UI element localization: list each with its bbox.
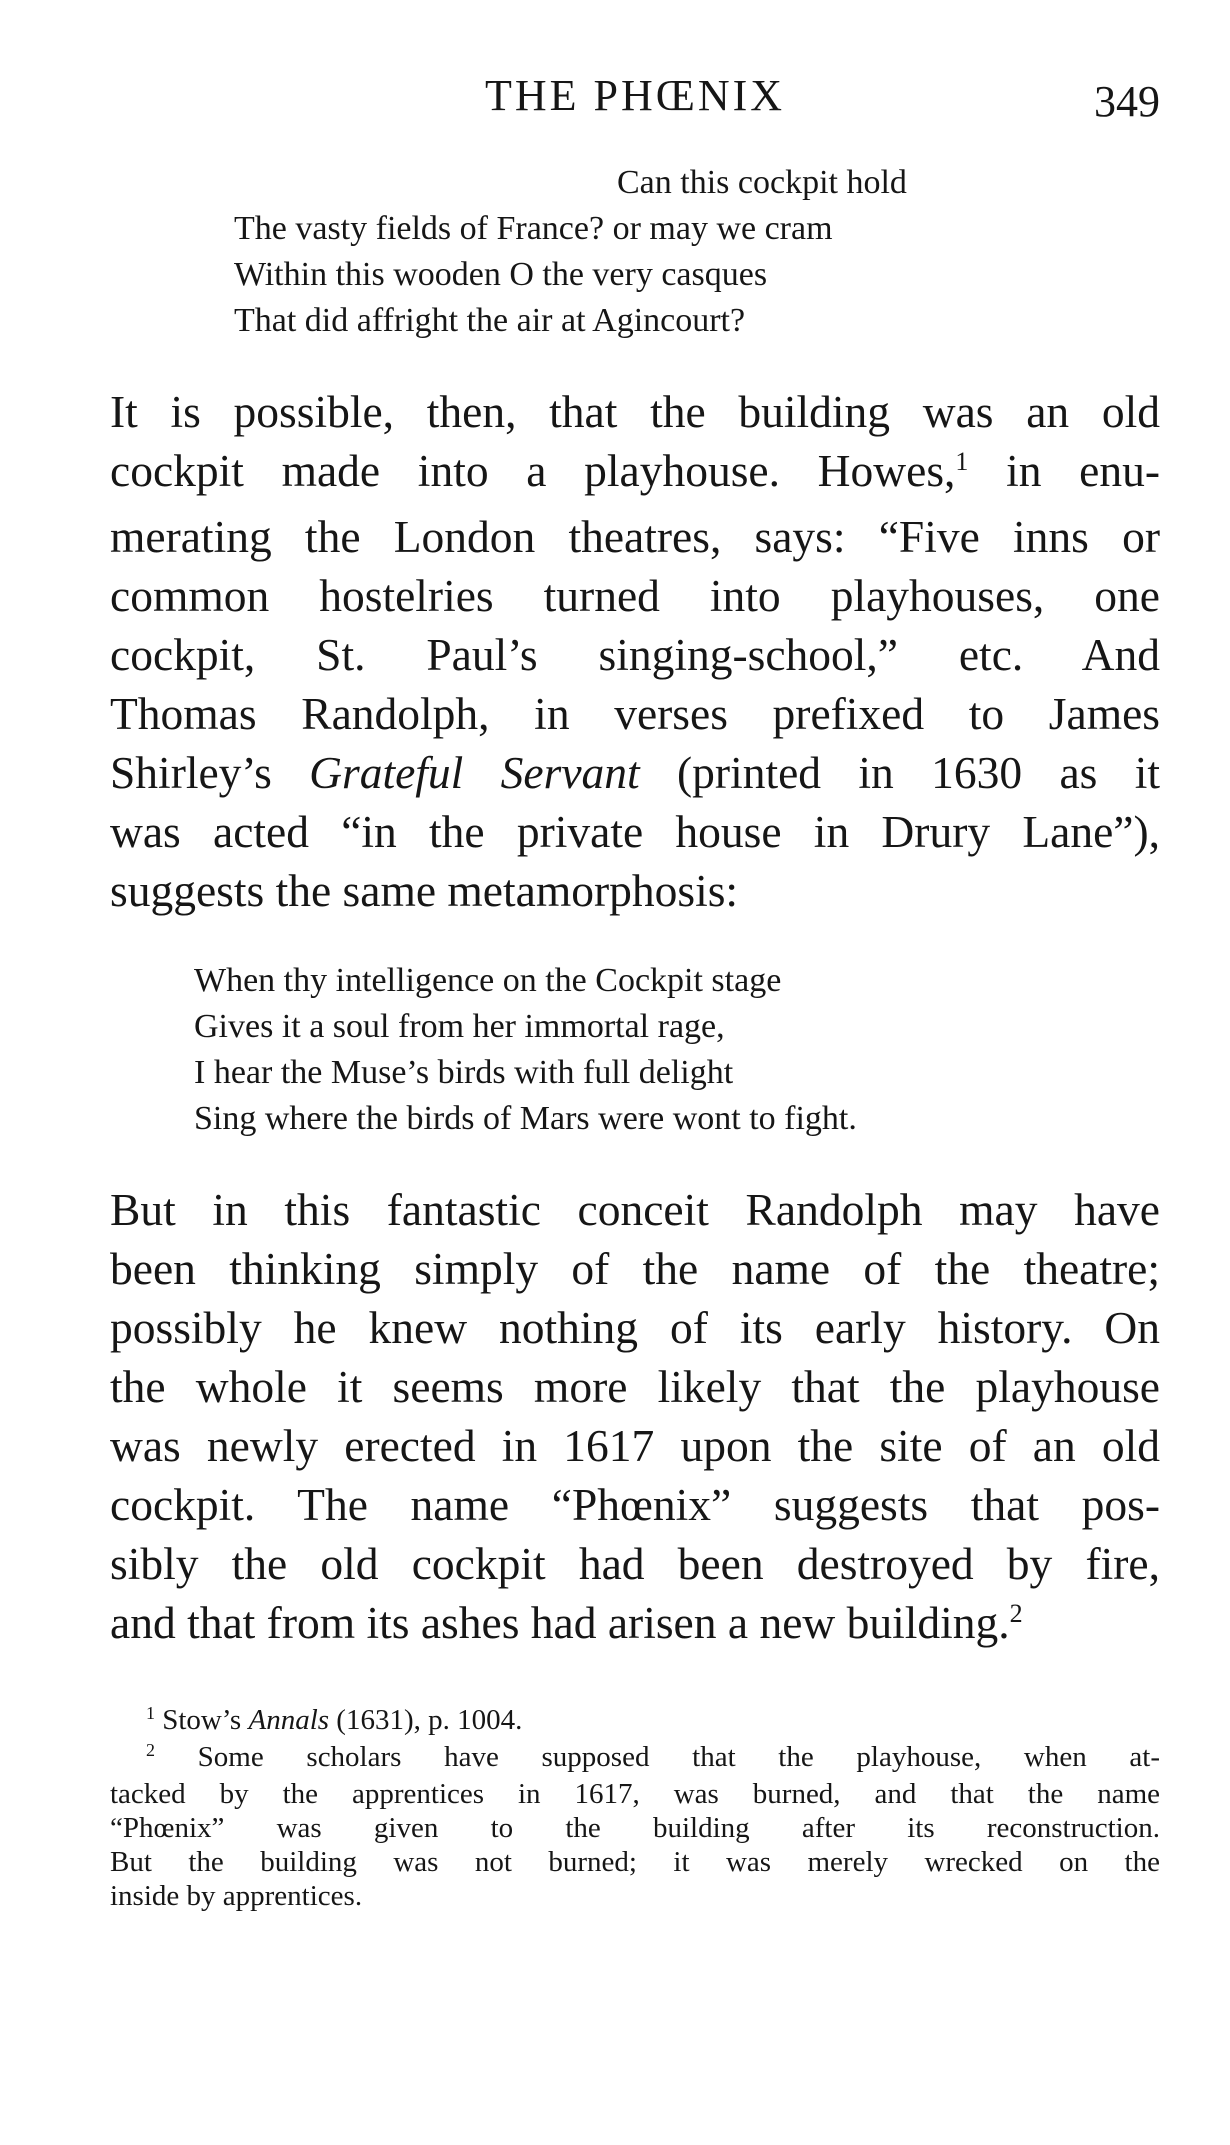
text-line: the whole it seems more likely that the playhouse: [110, 1361, 1160, 1412]
footnote-1: $^1$ Stow’s Annals (1631), p. 1004.: [146, 1703, 523, 1736]
text-line: cockpit. The name “Phœnix” suggests that pos-: [110, 1479, 1160, 1530]
verse-line: Gives it a soul from her immortal rage,: [194, 1008, 725, 1045]
running-head: [110, 70, 1160, 140]
verse-line: When thy intelligence on the Cockpit stage: [194, 962, 782, 999]
text-line: possibly he knew nothing of its early history. On: [110, 1302, 1160, 1353]
footnote-ref-1: 1: [955, 447, 969, 476]
paragraph-2: [110, 1180, 1160, 1659]
verse-line: That did affright the air at Agincourt?: [234, 302, 746, 339]
text-line: Thomas Randolph, in verses prefixed to James: [110, 688, 1160, 739]
text-line: common hostelries turned into playhouses, one: [110, 570, 1160, 621]
footnote-line: But the building was not burned; it was merely wrecked on the: [110, 1846, 1160, 1878]
verse-line: Sing where the birds of Mars were wont to fight.: [194, 1100, 857, 1137]
page-number: 349: [1094, 77, 1160, 126]
text-line: been thinking simply of the name of the theatre;: [110, 1243, 1160, 1294]
verse-quotation-randolph: [194, 958, 1160, 1142]
book-title: Grateful Servant: [309, 747, 640, 798]
text-line: merating the London theatres, says: “Five inns or: [110, 511, 1160, 562]
paragraph-1: [110, 382, 1160, 920]
text-line: and that from its ashes had arisen a new building.$^2$: [110, 1597, 1023, 1648]
text-line: cockpit made into a playhouse. Howes,$^1$ in enu-: [110, 445, 1160, 496]
text-line: was acted “in the private house in Drury Lane”),: [110, 806, 1160, 857]
footnote-mark: 1: [146, 1703, 155, 1723]
verse-line: The vasty fields of France? or may we cram: [234, 210, 833, 247]
footnote-line: tacked by the apprentices in 1617, was burned, and that the name: [110, 1778, 1160, 1810]
verse-line: I hear the Muse’s birds with full delight: [194, 1054, 734, 1091]
book-title: Annals: [248, 1704, 330, 1736]
text-line: cockpit, St. Paul’s singing-school,” etc. And: [110, 629, 1160, 680]
book-page: [110, 70, 1160, 1913]
verse-line: Within this wooden O the very casques: [234, 256, 768, 293]
text-line: sibly the old cockpit had been destroyed by fire,: [110, 1538, 1160, 1589]
text-line: suggests the same metamorphosis:: [110, 865, 739, 916]
text-line: But in this fantastic conceit Randolph may have: [110, 1184, 1160, 1235]
verse-quotation-shakespeare: [234, 160, 1160, 344]
text-line: It is possible, then, that the building was an old: [110, 386, 1160, 437]
footnote-2: $^2$ Some scholars have supposed that the playhouse, when at-: [146, 1740, 1160, 1773]
footnote-ref-2: 2: [1009, 1599, 1023, 1628]
text-line: was newly erected in 1617 upon the site of an old: [110, 1420, 1160, 1471]
footnote-line: “Phœnix” was given to the building after its reconstruction.: [110, 1812, 1160, 1844]
chapter-title: THE PHŒNIX: [484, 71, 786, 120]
footnote-mark: 2: [146, 1740, 155, 1760]
footnotes: [110, 1703, 1160, 1913]
verse-line: Can this cockpit hold: [617, 164, 907, 201]
text-line: Shirley’s Grateful Servant (printed in 1630 as it: [110, 747, 1160, 798]
footnote-line: inside by apprentices.: [110, 1880, 363, 1912]
